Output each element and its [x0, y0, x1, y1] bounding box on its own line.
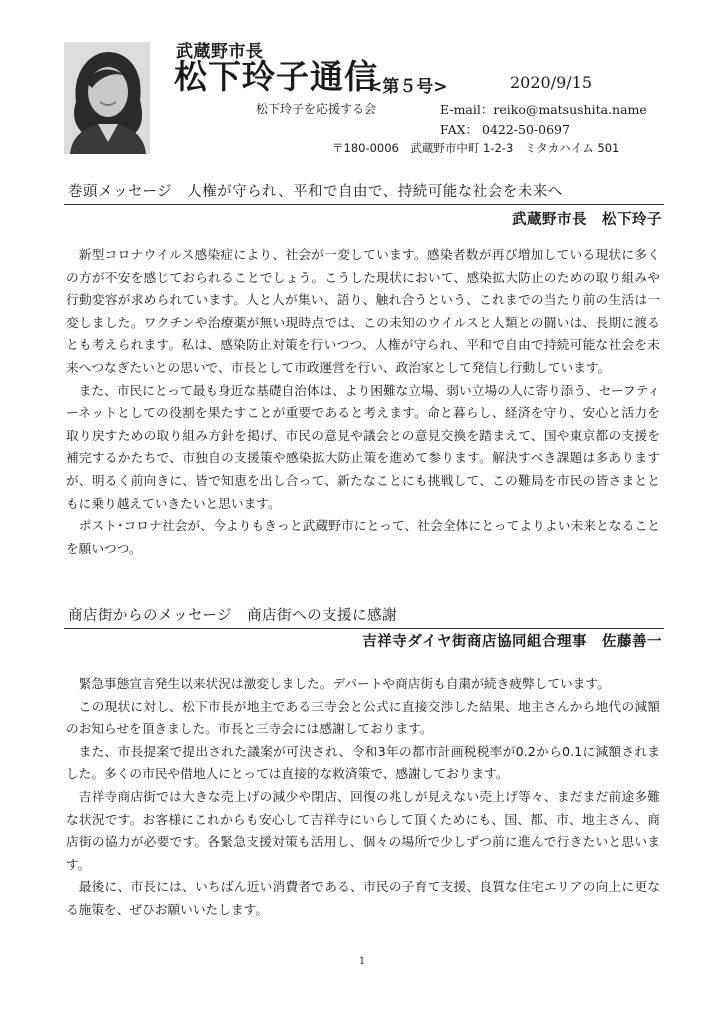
email-address: E-mail：reiko@matsushita.name	[440, 102, 647, 117]
section-body-shopping-street	[66, 673, 660, 922]
portrait-photo	[64, 42, 150, 154]
paragraph: この現状に対し、松下市長が地主である三寺会と公式に直接交渉した結果、地主さんから地代の減額のお知らせを頂きました。市長と三寺会には感謝しております。	[66, 698, 660, 737]
paragraph: 緊急事態宣言発生以来状況は激変しました。デパートや商店街も自粛が続き疲弊しています。	[78, 676, 610, 691]
section-heading-shopping-street: 商店街からのメッセージ 商店街への支援に感謝	[68, 608, 398, 624]
page-number: 1	[358, 956, 366, 967]
section-divider	[64, 628, 664, 629]
postal-address: 〒180-0006 武蔵野市中町 1-2-3 ミタカハイム 501	[332, 141, 620, 155]
fax-number: FAX： 0422-50-0697	[440, 122, 570, 137]
section-body-opening-message	[66, 244, 660, 560]
paragraph: 吉祥寺商店街では大きな売上げの減少や閉店、回復の兆しが見えない売上げ等々、まだまだ前途多難な状況です。お客様にこれからも安心して吉祥寺にいらして頂くためにも、国、都、市、地主さん、商店街の協力が必要です。各緊急支援対策も活用し、個々の場所で少しずつ前に進んで行きたいと思います。	[66, 788, 660, 872]
paragraph: 最後に、市長には、いちばん近い消費者である、市民の子育て支援、良質な住宅エリアの向上に更なる施策を、ぜひお願いいたします。	[66, 879, 660, 917]
issue-number: <第５号>	[368, 77, 448, 97]
mayor-title: 武蔵野市長	[176, 42, 264, 62]
supporters-association: 松下玲子を応援する会	[256, 102, 377, 116]
issue-date: 2020/9/15	[510, 73, 593, 92]
section-heading-opening-message: 巻頭メッセージ 人権が守られ、平和で自由で、持続可能な社会を未来へ	[68, 184, 563, 200]
section-byline: 吉祥寺ダイヤ街商店協同組合理事 佐藤善一	[362, 634, 662, 650]
paragraph: 新型コロナウイルス感染症により、社会が一変しています。感染者数が再び増加している現状に多くの方が不安を感じておられることでしょう。こうした現状において、感染拡大防止のための取り組みや行動変容が求められています。人と人が集い、語り、触れ合うという、これまでの当たり前の生活は一変しました。ワクチンや治療薬が無い現時点では、この未知のウイルスと人類との闘いは、長期に渡るとも考えられます。私は、感染防止対策を行いつつ、人権が守られ、平和で自由で持続可能な社会を未来へつなぎたいとの思いで、市長として市政運営を行い、政治家として発信し行動しています。	[66, 247, 660, 375]
newsletter-title: 松下玲子通信	[174, 57, 378, 96]
paragraph: ポスト･コロナ社会が、今よりもきっと武蔵野市にとって、社会全体にとってよりよい未来となることを願いつつ。	[66, 518, 660, 556]
section-byline: 武蔵野市長 松下玲子	[512, 212, 662, 228]
paragraph: また、市民にとって最も身近な基礎自治体は、より困難な立場、弱い立場の人に寄り添う、セーフティーネットとしての役割を果たすことが重要であると考えます。命と暮らし、経済を守り、安心と活力を取り戻すための取り組み方針を掲げ、市民の意見や議会との意見交換を踏まえて、国や東京都の支援を補完するかたちで、市独自の支援策や感染拡大防止策を進めて参ります。解決すべき課題は多ありますが、明るく前向きに、皆で知恵を出し合って、新たなことにも挑戦して、この難局を市民の皆さまとともに乗り越えていきたいと思います。	[66, 382, 660, 511]
section-divider	[64, 204, 664, 205]
paragraph: また、市長提案で提出された議案が可決され、令和3年の都市計画税税率が0.2から0.1に減額されました。多くの市民や借地人にとっては直接的な救済策で、感謝しております。	[66, 743, 660, 782]
